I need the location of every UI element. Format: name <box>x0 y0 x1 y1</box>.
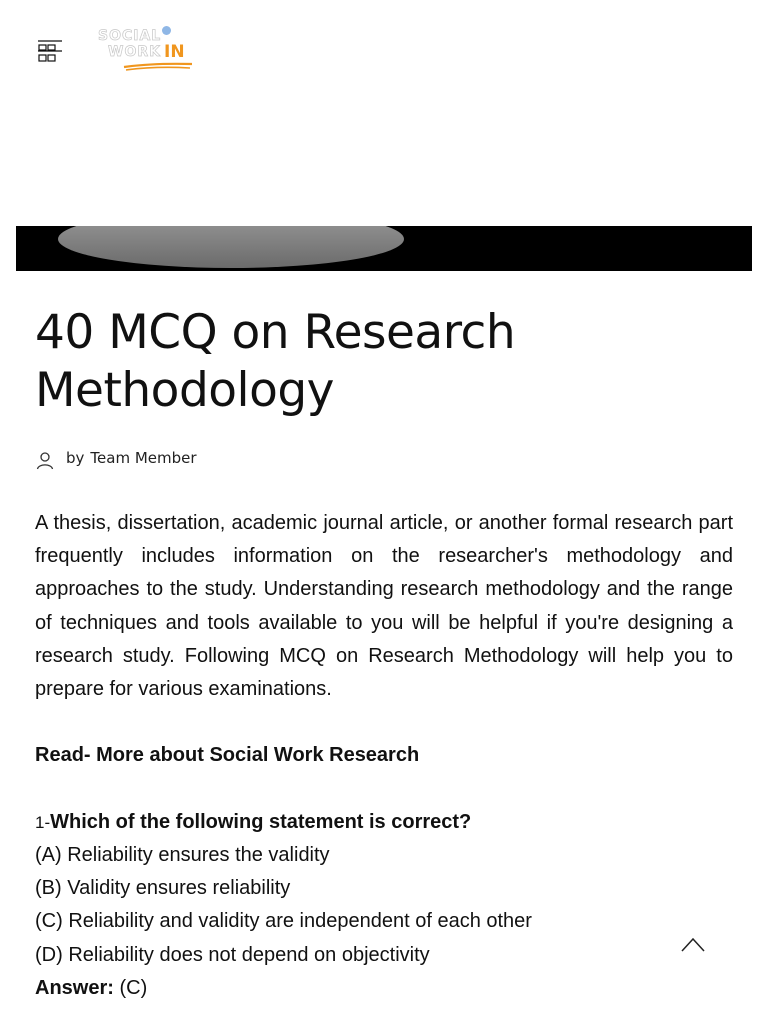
logo-swoosh-icon <box>122 60 194 72</box>
answer-label: Answer: <box>35 976 114 999</box>
byline <box>35 446 197 470</box>
intro-paragraph: A thesis, dissertation, academic journal article, or another formal research part frequently includes information on the researcher's methodology and approaches to the study. Understanding research methodology and the range of techniques and tools available to you will be helpful if you're designing a research study. Following MCQ on Research Methodology will help you to prepare for various examinations. <box>35 512 733 701</box>
option-c: (C) Reliability and validity are independent of each other <box>35 910 532 933</box>
menu-toggle-button[interactable] <box>36 40 64 64</box>
logo-pin-icon <box>162 26 171 35</box>
logo-accent: IN <box>164 42 185 62</box>
option-a: (A) Reliability ensures the validity <box>35 844 330 866</box>
chevron-up-icon <box>676 930 710 958</box>
answer-value: (C) <box>113 976 148 999</box>
byline-prefix: by <box>66 449 85 467</box>
question-1 <box>35 806 733 839</box>
question-number: 1- <box>35 812 51 832</box>
read-more-link[interactable]: Read- More about Social Work Research <box>35 744 420 767</box>
option-b: (B) Validity ensures reliability <box>35 877 291 900</box>
answer <box>35 972 733 1005</box>
article-body <box>35 507 733 1005</box>
logo-line1: SOCIAL <box>98 28 162 44</box>
logo-line2: WORK <box>108 44 161 60</box>
page-title-line1: 40 MCQ on Research <box>35 305 516 360</box>
option-d: (D) Reliability does not depend on objectivity <box>35 943 430 966</box>
page-title-line2: Methodology <box>35 363 334 418</box>
featured-image-shape <box>58 226 404 268</box>
menu-grid-icon <box>36 40 64 64</box>
scroll-to-top-button[interactable] <box>676 930 710 958</box>
author-link[interactable]: Team Member <box>90 449 197 467</box>
site-logo[interactable] <box>96 26 196 74</box>
page-title <box>35 304 735 420</box>
user-icon <box>35 450 55 470</box>
question-text: Which of the following statement is correct? <box>50 810 472 833</box>
featured-image <box>16 226 752 271</box>
